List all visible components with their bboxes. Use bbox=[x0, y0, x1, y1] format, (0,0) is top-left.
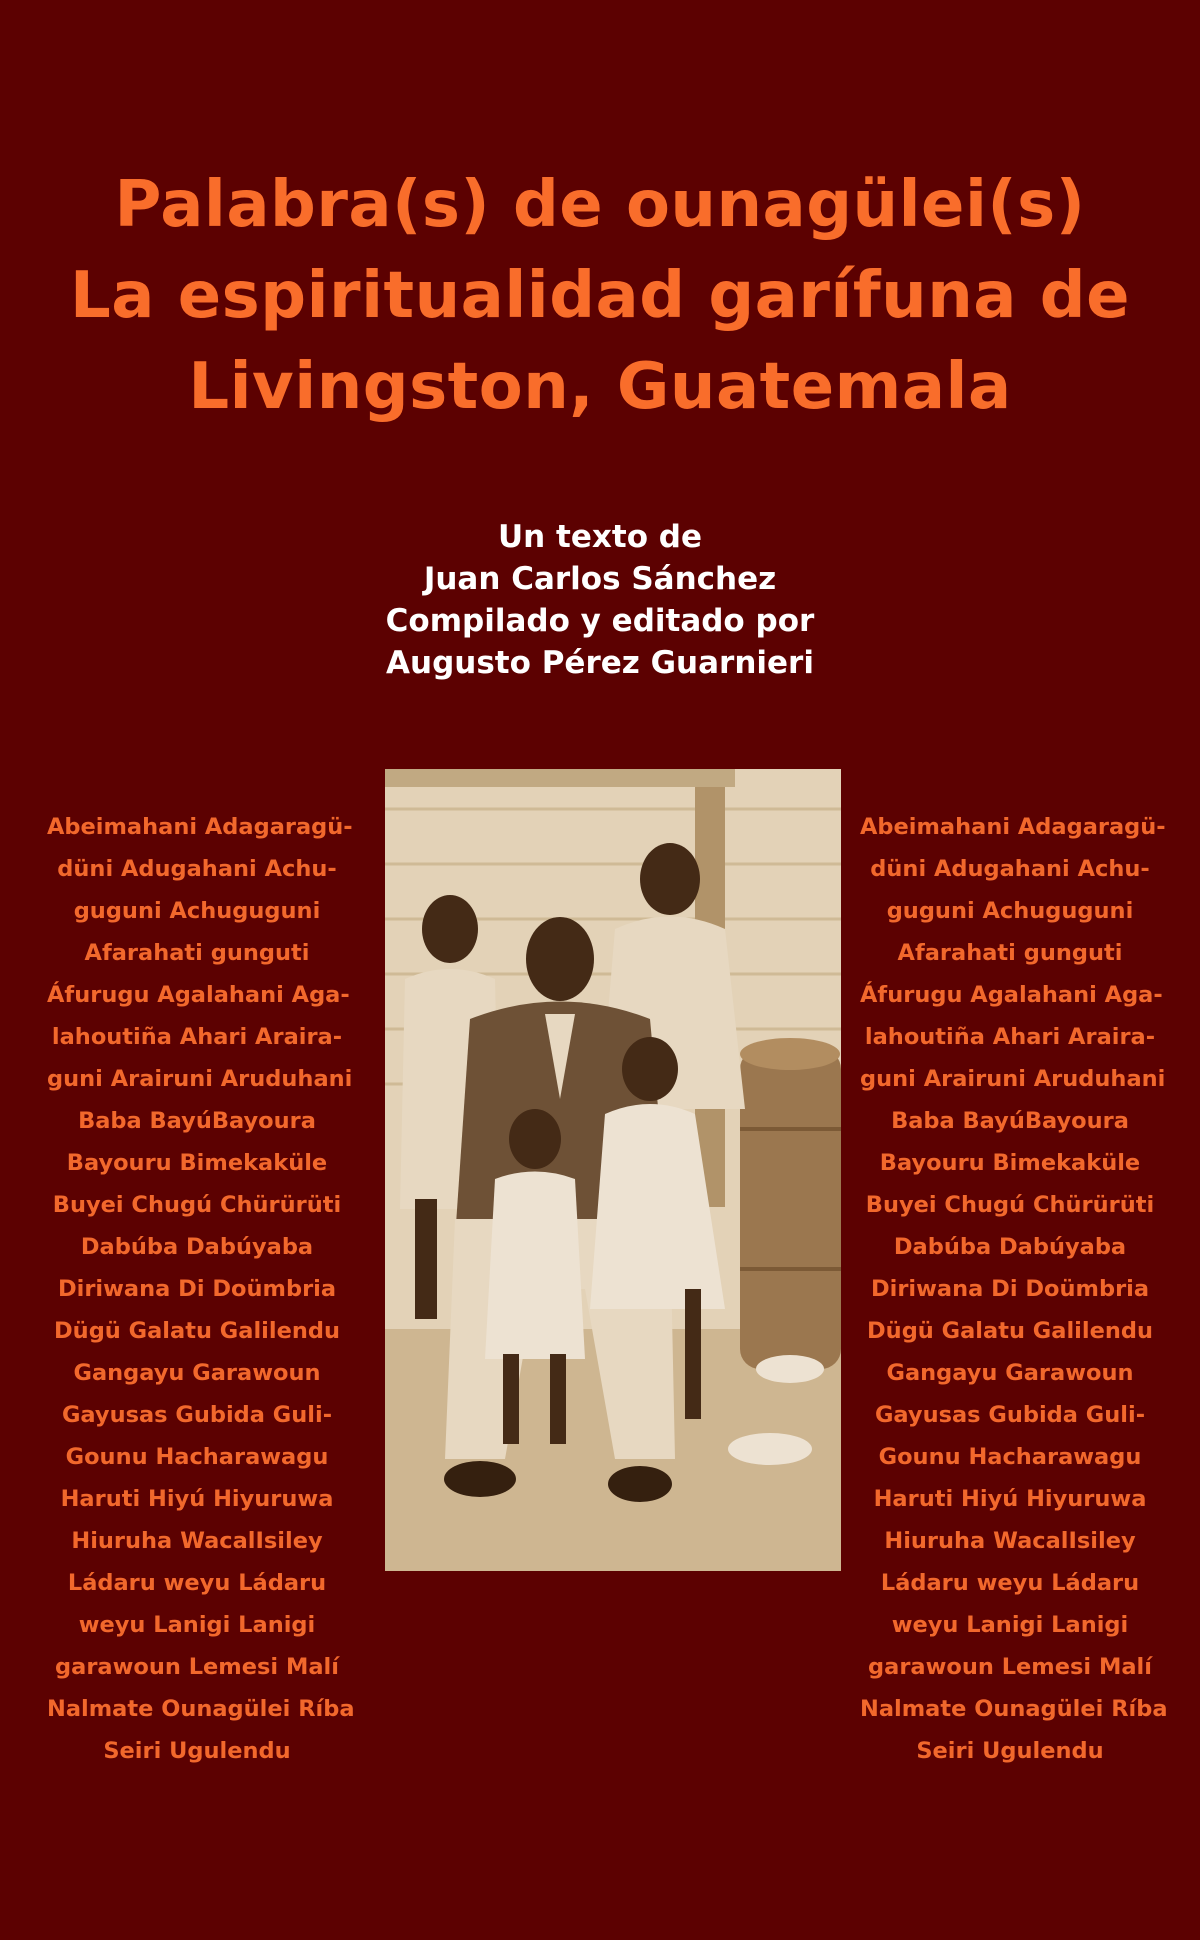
garifuna-word-line: garawoun Lemesi Malí bbox=[868, 1654, 1152, 1680]
garifuna-word-line: Nalmate Ounagülei Ríba bbox=[860, 1696, 1168, 1722]
garifuna-word-line: Dabúba Dabúyaba bbox=[893, 1234, 1127, 1260]
title-line-1: Palabra(s) de ounagülei(s) bbox=[114, 168, 1086, 242]
garifuna-word-line: Diriwana Di Doümbria bbox=[57, 1276, 337, 1302]
garifuna-word-line: Gayusas Gubida Guli- bbox=[874, 1402, 1146, 1428]
garifuna-word-line: guguni Achuguguni bbox=[886, 898, 1134, 924]
garifuna-word-line: Seiri Ugulendu bbox=[916, 1738, 1104, 1764]
garifuna-word-line: Diriwana Di Doümbria bbox=[870, 1276, 1150, 1302]
garifuna-word-line: Buyei Chugú Chürürüti bbox=[52, 1192, 342, 1218]
garifuna-word-line: Afarahati gunguti bbox=[84, 940, 310, 966]
author-credits bbox=[300, 516, 900, 684]
garifuna-word-line: Gangayu Garawoun bbox=[73, 1360, 321, 1386]
garifuna-word-line: Haruti Hiyú Hiyuruwa bbox=[60, 1486, 334, 1512]
garifuna-word-line: Bayouru Bimekaküle bbox=[879, 1150, 1141, 1176]
garifuna-word-line: Afarahati gunguti bbox=[897, 940, 1123, 966]
garifuna-word-line: Nalmate Ounagülei Ríba bbox=[47, 1696, 355, 1722]
garifuna-word-line: Buyei Chugú Chürürüti bbox=[865, 1192, 1155, 1218]
family-photograph bbox=[385, 769, 841, 1571]
garifuna-word-line: Ládaru weyu Ládaru bbox=[67, 1570, 327, 1596]
garifuna-word-line: Gangayu Garawoun bbox=[886, 1360, 1134, 1386]
garifuna-word-line: lahoutiña Ahari Araira- bbox=[864, 1024, 1156, 1050]
garifuna-word-line: weyu Lanigi Lanigi bbox=[78, 1612, 316, 1638]
garifuna-word-line: Bayouru Bimekaküle bbox=[66, 1150, 328, 1176]
garifuna-word-line: garawoun Lemesi Malí bbox=[55, 1654, 339, 1680]
garifuna-words-left-column bbox=[47, 806, 355, 1772]
garifuna-word-line: weyu Lanigi Lanigi bbox=[891, 1612, 1129, 1638]
garifuna-word-line: guguni Achuguguni bbox=[73, 898, 321, 924]
garifuna-word-line: Dügü Galatu Galilendu bbox=[867, 1318, 1153, 1344]
garifuna-words-right-column bbox=[860, 806, 1168, 1772]
garifuna-word-line: Baba BayúBayoura bbox=[891, 1108, 1129, 1134]
garifuna-word-line: Hiuruha WacalIsiley bbox=[71, 1528, 323, 1554]
garifuna-word-line: Gounu Hacharawagu bbox=[65, 1444, 329, 1470]
credit-line-3: Compilado y editado por bbox=[385, 603, 815, 639]
garifuna-word-line: Baba BayúBayoura bbox=[78, 1108, 316, 1134]
garifuna-word-line: guni Arairuni Aruduhani bbox=[860, 1066, 1166, 1092]
garifuna-word-line: Haruti Hiyú Hiyuruwa bbox=[873, 1486, 1147, 1512]
book-title bbox=[60, 160, 1140, 433]
title-line-2: La espiritualidad garífuna de bbox=[70, 259, 1130, 333]
credit-author: Juan Carlos Sánchez bbox=[423, 561, 777, 597]
title-line-3: Livingston, Guatemala bbox=[188, 350, 1012, 424]
garifuna-word-line: düni Adugahani Achu- bbox=[870, 856, 1150, 882]
garifuna-word-line: Dügü Galatu Galilendu bbox=[54, 1318, 340, 1344]
garifuna-word-line: Hiuruha WacalIsiley bbox=[884, 1528, 1136, 1554]
garifuna-word-line: Gayusas Gubida Guli- bbox=[61, 1402, 333, 1428]
garifuna-word-line: Áfurugu Agalahani Aga- bbox=[47, 982, 350, 1008]
garifuna-word-line: Gounu Hacharawagu bbox=[878, 1444, 1142, 1470]
garifuna-word-line: Seiri Ugulendu bbox=[103, 1738, 291, 1764]
garifuna-word-line: Abeimahani Adagaragü- bbox=[860, 814, 1166, 840]
garifuna-word-line: Abeimahani Adagaragü- bbox=[47, 814, 353, 840]
credit-editor: Augusto Pérez Guarnieri bbox=[386, 645, 814, 681]
garifuna-word-line: Ládaru weyu Ládaru bbox=[880, 1570, 1140, 1596]
garifuna-word-line: Áfurugu Agalahani Aga- bbox=[860, 982, 1163, 1008]
garifuna-word-line: lahoutiña Ahari Araira- bbox=[51, 1024, 343, 1050]
credit-line-1: Un texto de bbox=[498, 519, 702, 555]
garifuna-word-line: Dabúba Dabúyaba bbox=[80, 1234, 314, 1260]
garifuna-word-line: düni Adugahani Achu- bbox=[57, 856, 337, 882]
garifuna-word-line: guni Arairuni Aruduhani bbox=[47, 1066, 353, 1092]
